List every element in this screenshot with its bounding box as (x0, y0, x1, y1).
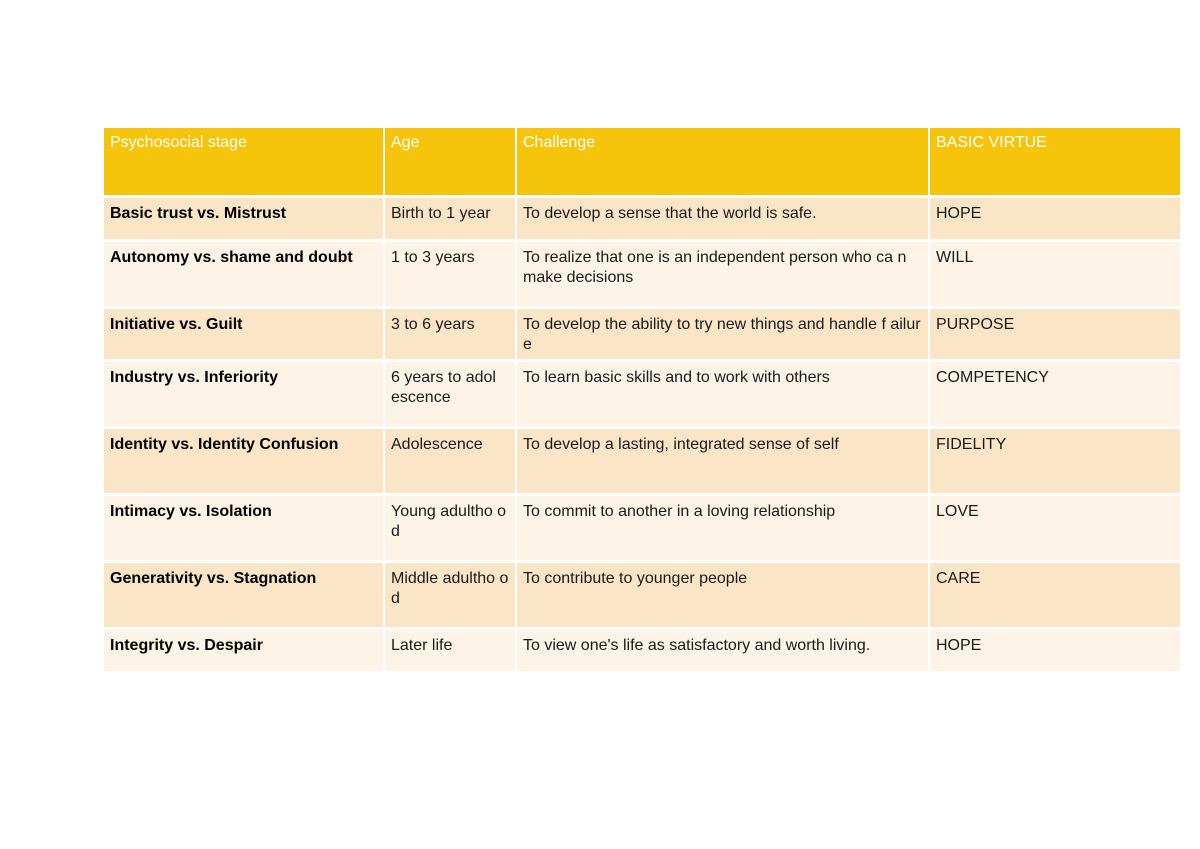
challenge-cell: To contribute to younger people (517, 563, 930, 630)
challenge-cell: To develop the ability to try new things and handle f ailure (517, 309, 930, 362)
psychosocial-stages-table (104, 128, 1180, 674)
challenge-cell: To commit to another in a loving relationship (517, 496, 930, 563)
challenge-cell: To realize that one is an independent person who ca n make decisions (517, 242, 930, 309)
table-row (104, 563, 1180, 630)
virtue-cell: PURPOSE (930, 309, 1180, 362)
virtue-cell: HOPE (930, 630, 1180, 674)
header-basic-virtue: BASIC VIRTUE (930, 128, 1180, 198)
header-psychosocial-stage: Psychosocial stage (104, 128, 385, 198)
age-cell: 1 to 3 years (385, 242, 517, 309)
stage-cell: Industry vs. Inferiority (104, 362, 385, 429)
table-row (104, 198, 1180, 242)
age-cell: 6 years to adol escence (385, 362, 517, 429)
virtue-cell: CARE (930, 563, 1180, 630)
virtue-cell: WILL (930, 242, 1180, 309)
table-row (104, 496, 1180, 563)
stage-cell: Intimacy vs. Isolation (104, 496, 385, 563)
stage-cell: Integrity vs. Despair (104, 630, 385, 674)
challenge-cell: To develop a lasting, integrated sense of self (517, 429, 930, 496)
header-challenge: Challenge (517, 128, 930, 198)
table-row (104, 630, 1180, 674)
challenge-cell: To learn basic skills and to work with others (517, 362, 930, 429)
virtue-cell: FIDELITY (930, 429, 1180, 496)
virtue-cell: HOPE (930, 198, 1180, 242)
stage-cell: Identity vs. Identity Confusion (104, 429, 385, 496)
age-cell: Later life (385, 630, 517, 674)
challenge-cell: To develop a sense that the world is safe. (517, 198, 930, 242)
virtue-cell: COMPETENCY (930, 362, 1180, 429)
stage-cell: Generativity vs. Stagnation (104, 563, 385, 630)
age-cell: 3 to 6 years (385, 309, 517, 362)
table-row (104, 242, 1180, 309)
age-cell: Birth to 1 year (385, 198, 517, 242)
age-cell: Middle adultho od (385, 563, 517, 630)
stage-cell: Initiative vs. Guilt (104, 309, 385, 362)
table-row (104, 362, 1180, 429)
age-cell: Young adultho od (385, 496, 517, 563)
virtue-cell: LOVE (930, 496, 1180, 563)
table-row (104, 309, 1180, 362)
table-header-row (104, 128, 1180, 198)
age-cell: Adolescence (385, 429, 517, 496)
stage-cell: Basic trust vs. Mistrust (104, 198, 385, 242)
stage-cell: Autonomy vs. shame and doubt (104, 242, 385, 309)
table-row (104, 429, 1180, 496)
challenge-cell: To view one's life as satisfactory and worth living. (517, 630, 930, 674)
header-age: Age (385, 128, 517, 198)
